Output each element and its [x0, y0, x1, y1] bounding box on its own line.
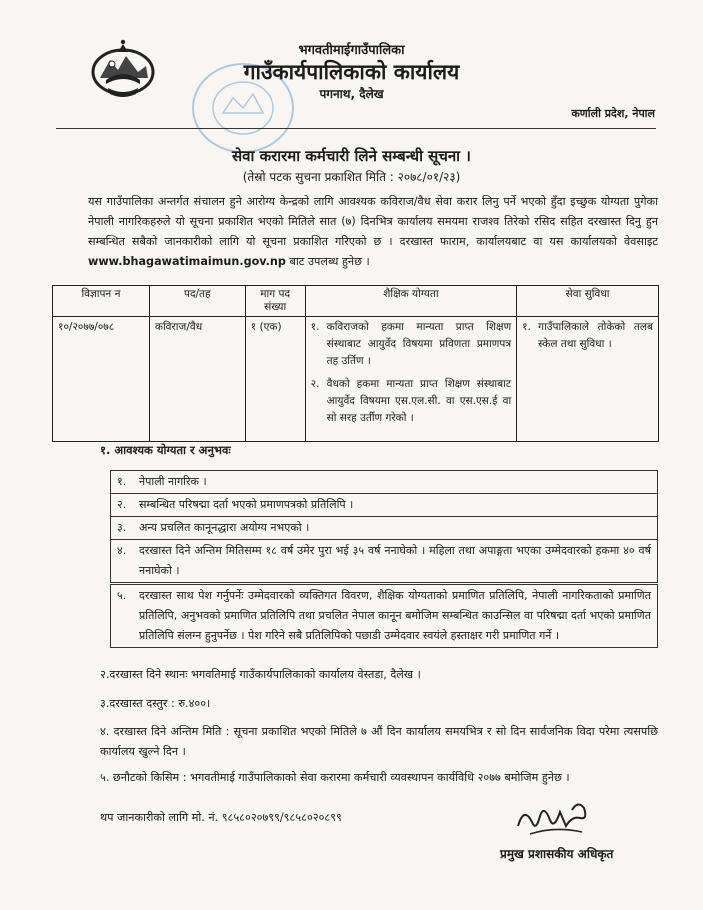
cell-count: १ (एक) — [245, 317, 305, 442]
header-ad-no: विज्ञापन न — [53, 286, 150, 317]
qualification-item — [311, 319, 512, 370]
requirement-item — [110, 516, 658, 540]
office-name: गाउँकार्यपालिकाको कार्यालय — [243, 60, 460, 84]
qualification-text: वैधको हकमा मान्यता प्राप्त शिक्षण संस्थाबाट आयुर्वेद विषयमा एस.एल.सी. वा एस.एस.ई वा सो सरह उर्तीण गरेको । — [326, 378, 512, 424]
header-count: माग पद संख्या — [245, 286, 305, 317]
intro-paragraph — [88, 192, 658, 272]
contact-info: थप जानकारीको लागि मो. नं. ९८५८०२०७९९/९८५८०२०८९९ — [100, 811, 342, 824]
cell-post: कविराज/वैध — [149, 317, 245, 442]
table-row — [53, 317, 659, 442]
cell-ad-no: १०/२०७७/०७८ — [53, 317, 150, 442]
website-link[interactable]: www.bhagawatimaimun.gov.np — [88, 255, 286, 268]
notice-title: सेवा करारमा कर्मचारी लिने सम्बन्धी सूचना । — [232, 147, 471, 165]
facility-text: गाउँपालिकाले तोकेको तलब स्केल तथा सुविधा । — [538, 321, 653, 350]
office-address: पगनाथ, दैलेख — [319, 87, 384, 101]
selection-method: ५. छनौटको किसिम : भगवतीमाई गाउँपालिकाको सेवा करारमा कर्मचारी व्यवस्थापन कार्यविधि २०७७ बमोजिम हुनेछ । — [100, 771, 570, 784]
header-qualification: शैक्षिक योग्यता — [305, 286, 517, 317]
application-deadline: ४. दरखास्त दिने अन्तिम मिति : सूचना प्रकाशित भएको मितिले ७ औं दिन कार्यालय समयभित्र र सो दिन सार्वजनिक विदा परेमा त्यसपछि कार्यालय खुल्ने दिन । — [100, 725, 658, 758]
intro-end-text: बाट उपलब्ध हुनेछ । — [289, 255, 370, 268]
cell-facility — [517, 317, 659, 442]
intro-text: यस गाउँपालिका अन्तर्गत संचालन हुने आरोग्य केन्द्रको लागि आवश्यक कविराज/वैध सेवा करार लिनु पर्ने भएको हुँदा इच्छुक योग्यता पुगेका नेपाली नागरिकहरुले यो सूचना प्रकाशित भएको मितिले सात (७) दिनभित्र कार्यालय समयमा राजश्व तिरेको रसिद सहित दरखास्त दिनु हुन सम्बन्धित सबैको जानकारीको लागि यो सूचना प्रकाशित गरिएको छ । दरखास्त फाराम, कार्यालयबाट वा यस कार्यालयको वेवसाइट — [88, 195, 658, 248]
municipality-name: भगवतीमाईगाउँपालिका — [298, 43, 405, 58]
requirement-text: नेपाली नागरिक । — [139, 475, 207, 488]
qualification-item — [311, 376, 512, 427]
qualification-number: २. — [310, 378, 320, 390]
requirement-item — [110, 539, 658, 583]
header-post: पद/तह — [149, 286, 245, 317]
qualification-number: १. — [310, 321, 320, 333]
requirement-number: ४. — [117, 544, 127, 557]
vacancy-table — [52, 285, 659, 442]
header-facility: सेवा सुविधा — [517, 286, 659, 317]
requirement-number: ३. — [117, 521, 127, 534]
requirement-number: ५. — [117, 589, 127, 602]
requirement-item — [110, 584, 658, 648]
facility-number: १. — [522, 321, 531, 333]
facility-item — [522, 319, 653, 353]
table-header-row — [53, 286, 659, 317]
requirement-item — [110, 470, 658, 494]
qualification-text: कविराजको हकमा मान्यता प्राप्त शिक्षण संस्थाबाट आयुर्वेद विषयमा प्रविणता प्रमाणपत्र तह उर्तिण । — [326, 321, 512, 367]
requirement-number: १. — [117, 475, 127, 488]
province-label: कर्णाली प्रदेश, नेपाल — [571, 107, 655, 120]
requirement-text: दरखास्त साथ पेश गर्नुपर्नेः उम्मेदवारको व्यक्तिगत विवरण, शैक्षिक योग्यताको प्रमाणित प्रतिलिपि, नेपाली नागरिकताको प्रमाणित प्रतिलिपि, अनुभवको प्रमाणित प्रतिलिपि तथा प्रचलित नेपाल कानून बमोजिम सम्बन्धित काउन्सिल वा परिषद्मा दर्ता भएको प्रमाणित प्रतिलिपि संलग्न हुनुपर्नेछ । पेश गरिने सबै प्रतिलिपिको पछाडी उम्मेदवार स्वयंले हस्ताक्षर गरी प्रमाणित गर्ने । — [139, 589, 651, 642]
cell-qualification — [305, 317, 517, 442]
requirement-text: सम्बन्धित परिषद्मा दर्ता भएको प्रमाणपत्रको प्रतिलिपि । — [139, 498, 354, 511]
requirement-number: २. — [117, 498, 127, 511]
application-fee: ३.दरखास्त दस्तुर : रु.४००। — [100, 697, 211, 710]
notice-subtitle: (तेस्रो पटक सुचना प्रकाशित मिति : २०७८/०१/२३) — [242, 170, 461, 184]
application-place: २.दरखास्त दिने स्थानः भगवतिमाई गाउँकार्यपालिकाको कार्यालय वेस्तडा, दैलेख । — [100, 668, 421, 681]
header-divider — [56, 128, 656, 129]
requirements-heading: १. आवश्यक योग्यता र अनुभवः — [100, 443, 231, 457]
requirement-item — [110, 493, 658, 517]
requirement-text: अन्य प्रचलित कानूनद्धारा अयोग्य नभएको । — [139, 521, 310, 534]
signature-icon — [510, 796, 600, 842]
requirement-text: दरखास्त दिने अन्तिम मितिसम्म १८ वर्ष उमेर पुरा भई ३५ वर्ष ननाघेको । महिला तथा अपाङ्गता भएका उम्मेदवारको हकमा ४० वर्ष ननाघेको । — [139, 544, 651, 577]
signatory-title: प्रमुख प्रशासकीय अधिकृत — [500, 847, 614, 861]
